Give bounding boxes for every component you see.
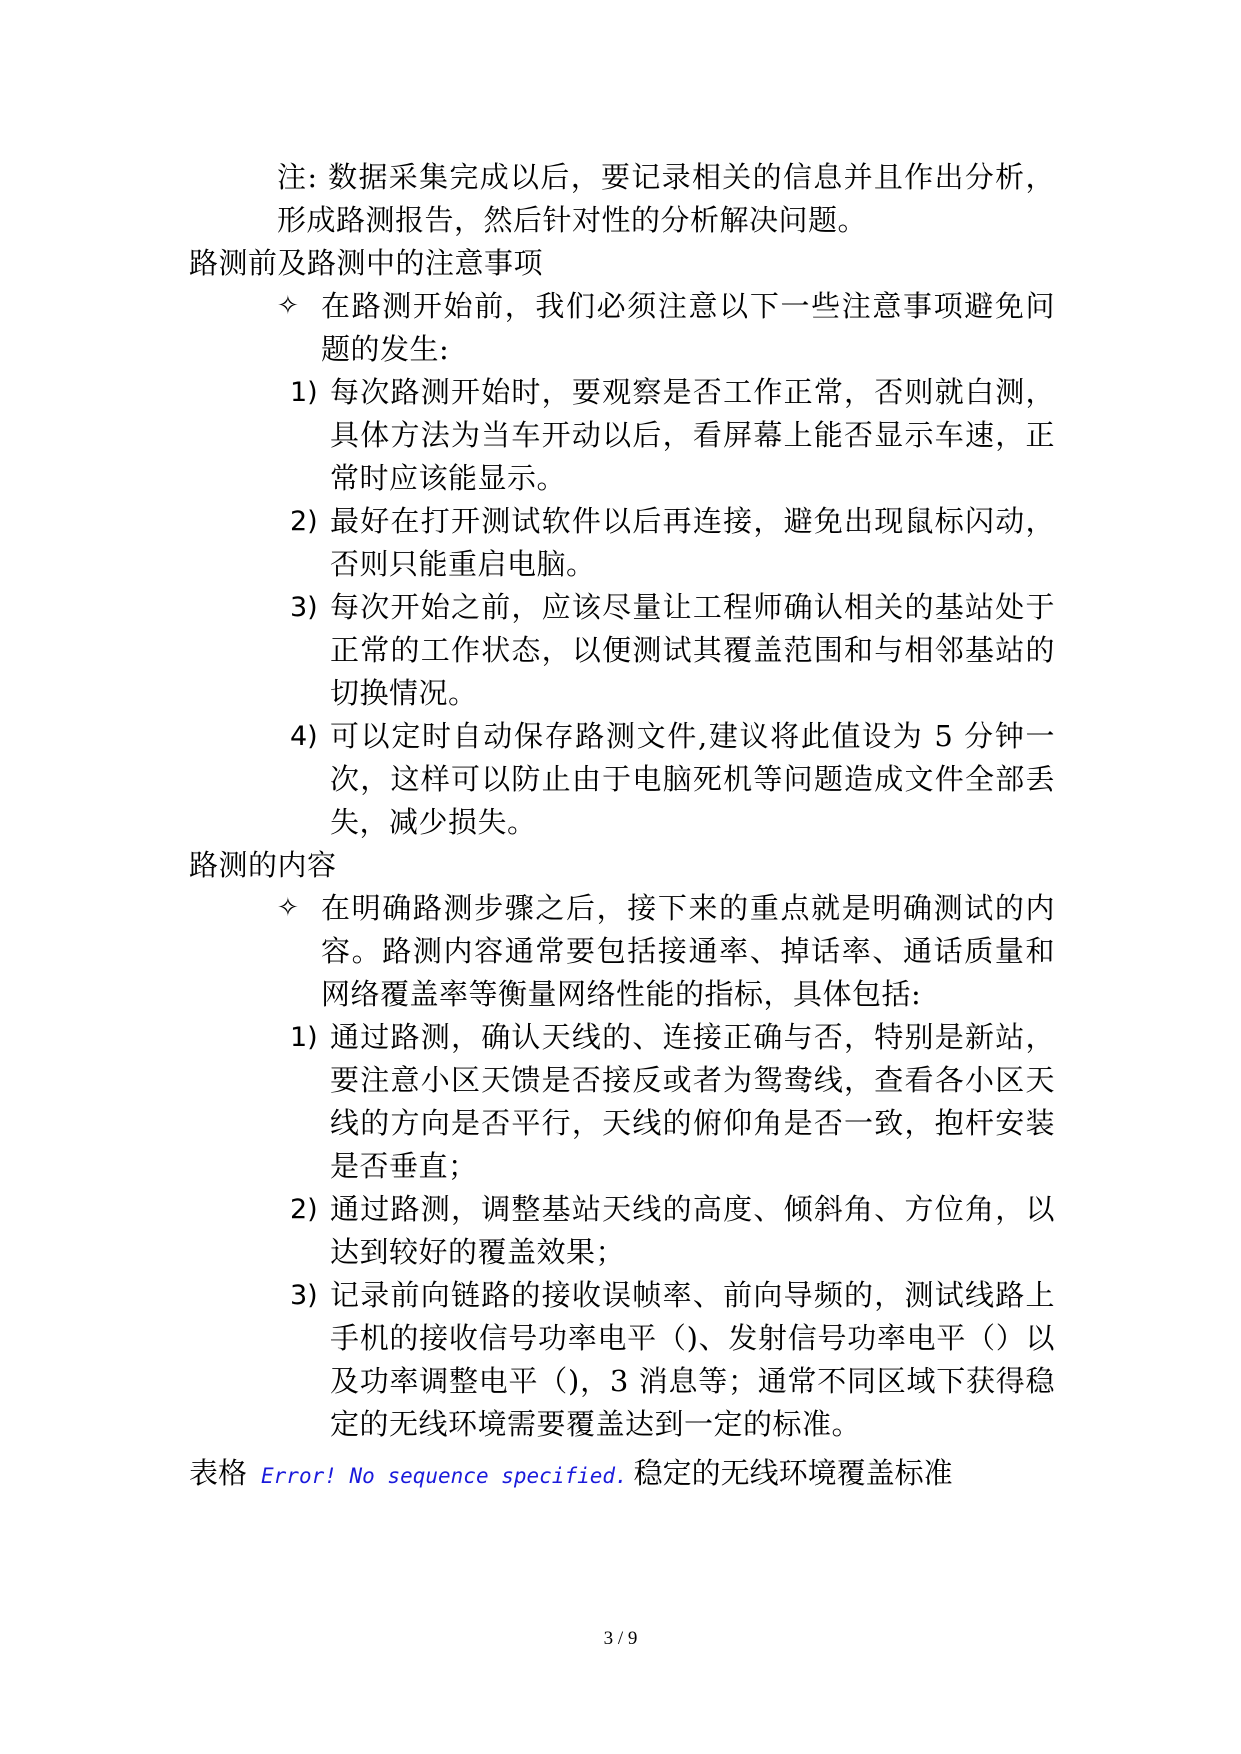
diamond-bullet-icon: ✧ [277, 291, 299, 321]
list-item: 通过路测，确认天线的、连接正确与否，特别是新站，要注意小区天馈是否接反或者为鸳鸯线，查看各小区天线的方向是否平行，天线的俯仰角是否一致，抱杆安装是否垂直； [330, 1020, 1055, 1183]
diamond-bullet-icon: ✧ [277, 893, 299, 923]
note-paragraph: 注: 数据采集完成以后，要记录相关的信息并且作出分析，形成路测报告，然后针对性的分析解决问题。 [277, 160, 1055, 237]
list-number: 1) [290, 377, 318, 408]
list-item: 记录前向链路的接收误帧率、前向导频的，测试线路上手机的接收信号功率电平（)、发射信号功率电平（）以及功率调整电平（)，3 消息等；通常不同区域下获得稳定的无线环境需要覆盖达到一定的标准。 [330, 1278, 1055, 1441]
caption-prefix: 表格 [189, 1456, 248, 1490]
list-item: 通过路测，调整基站天线的高度、倾斜角、方位角，以达到较好的覆盖效果； [330, 1192, 1055, 1269]
bullet-paragraph: 在路测开始前，我们必须注意以下一些注意事项避免问题的发生: [321, 289, 1055, 366]
list-number: 2) [290, 1194, 318, 1225]
table-caption [189, 1452, 953, 1498]
list-number: 1) [290, 1022, 318, 1053]
list-number: 2) [290, 506, 318, 537]
section-heading-content: 路测的内容 [189, 848, 337, 882]
list-item: 最好在打开测试软件以后再连接，避免出现鼠标闪动，否则只能重启电脑。 [330, 504, 1055, 581]
caption-title: 稳定的无线环境覆盖标准 [633, 1456, 953, 1490]
list-item: 每次路测开始时，要观察是否工作正常，否则就白测，具体方法为当车开动以后，看屏幕上能否显示车速，正常时应该能显示。 [330, 375, 1055, 495]
list-item: 每次开始之前，应该尽量让工程师确认相关的基站处于正常的工作状态，以便测试其覆盖范围和与相邻基站的切换情况。 [330, 590, 1055, 710]
page-number: 3 / 9 [603, 1628, 638, 1649]
list-number: 3) [290, 1280, 318, 1311]
caption-error-field: Error! No sequence specified. [261, 1464, 628, 1488]
list-number: 3) [290, 592, 318, 623]
bullet-paragraph: 在明确路测步骤之后，接下来的重点就是明确测试的内容。路测内容通常要包括接通率、掉话率、通话质量和网络覆盖率等衡量网络性能的指标，具体包括: [321, 891, 1055, 1011]
list-number: 4) [290, 721, 318, 752]
section-heading-precautions: 路测前及路测中的注意事项 [189, 246, 544, 280]
list-item: 可以定时自动保存路测文件,建议将此值设为 5 分钟一次，这样可以防止由于电脑死机等问题造成文件全部丢失，减少损失。 [330, 719, 1055, 839]
